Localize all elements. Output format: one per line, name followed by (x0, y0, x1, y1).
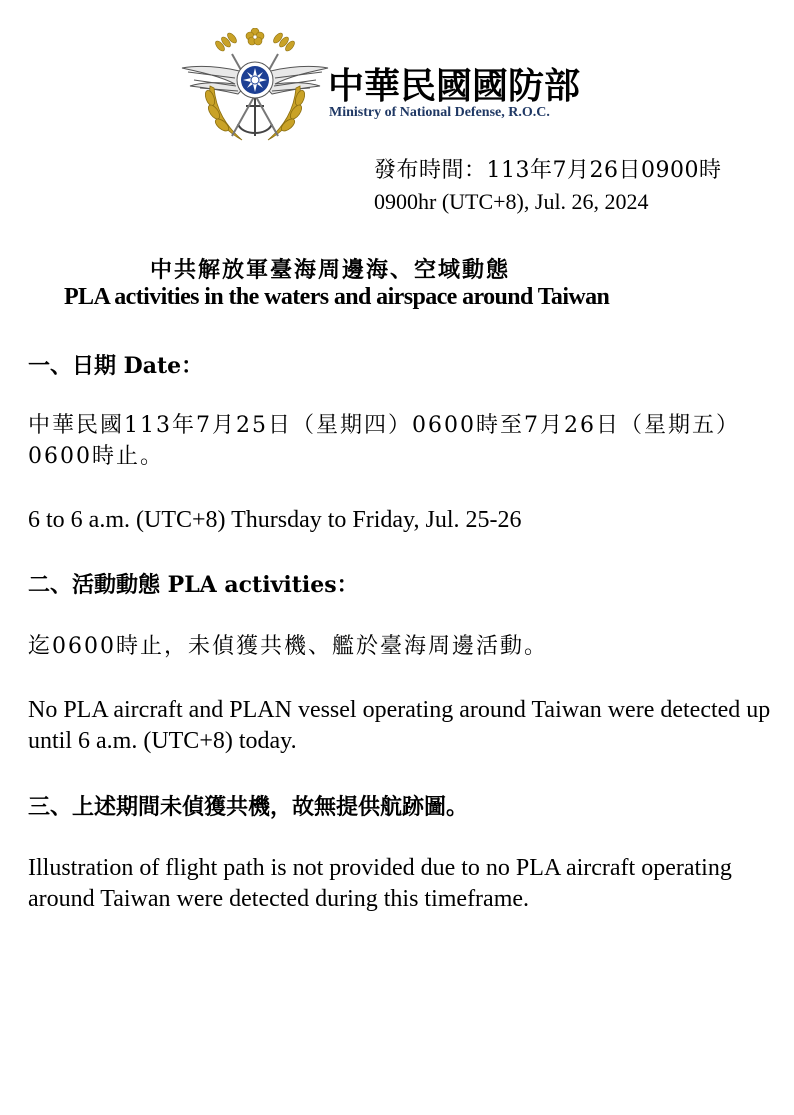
section-body-activities-zh: 迄0600時止，未偵獲共機、艦於臺海周邊活動。 (28, 634, 548, 659)
document-title-zh: 中共解放軍臺海周邊海、空域動態 (150, 257, 511, 283)
section-body-date-zh: 中華民國113年7月25日（星期四）0600時至7月26日（星期五）0600時止。 (28, 413, 740, 469)
section-body-flight-path-en: Illustration of flight path is not provided due to no PLA aircraft operating around Taiwan were detected during this timeframe. (28, 855, 732, 912)
section-heading-flight-path: 三、上述期間未偵獲共機，故無提供航跡圖。 (28, 794, 469, 820)
section-body-date-en: 6 to 6 a.m. (UTC+8) Thursday to Friday, Jul. 25-26 (28, 507, 522, 533)
release-time-en: 0900hr (UTC+8), Jul. 26, 2024 (374, 189, 649, 214)
section-heading-activities: 二、活動動態 PLA activities： (28, 572, 359, 598)
org-name-en: Ministry of National Defense, R.O.C. (329, 105, 550, 120)
org-name-zh: 中華民國國防部 (328, 66, 581, 107)
header (180, 28, 630, 148)
section-heading-date: 一、日期 Date： (28, 353, 204, 379)
mnd-emblem-icon (180, 28, 330, 146)
section-body-activities-en: No PLA aircraft and PLAN vessel operating around Taiwan were detected up until 6 a.m. (UTC+8) today. (28, 697, 771, 754)
release-time (374, 155, 721, 217)
release-time-zh: 發布時間：113年7月26日0900時 (374, 158, 722, 183)
document-title-en: PLA activities in the waters and airspace around Taiwan (64, 284, 610, 310)
